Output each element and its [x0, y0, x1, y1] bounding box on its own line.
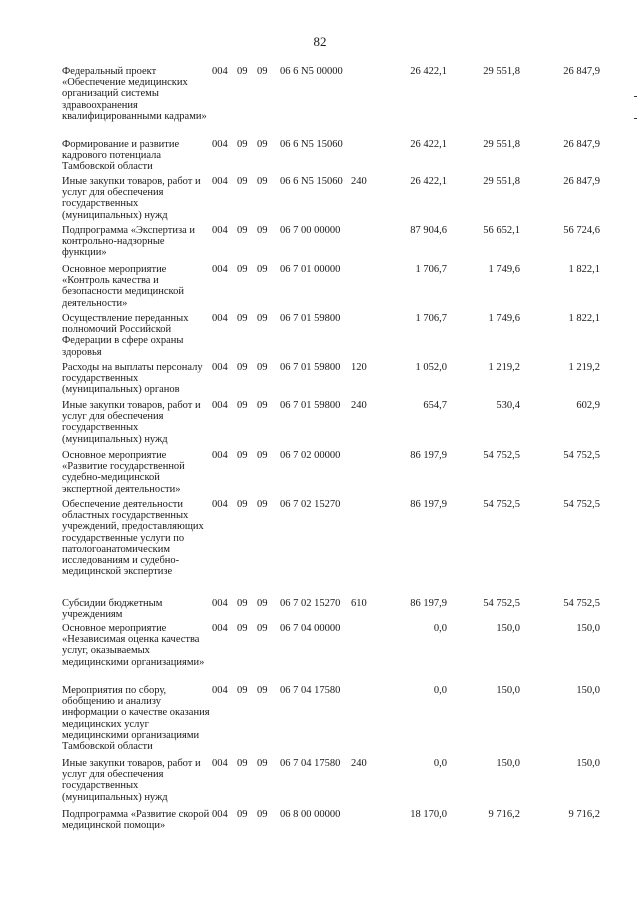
amount-year-2: 9 716,2 — [488, 809, 520, 820]
amount-year-3: 1 822,1 — [568, 313, 600, 324]
target-article: 06 7 02 15270 — [280, 499, 341, 510]
amount-year-2: 530,4 — [496, 400, 520, 411]
subsection-code: 09 — [257, 499, 268, 510]
amount-year-1: 1 706,7 — [415, 313, 447, 324]
amount-year-1: 0,0 — [433, 623, 447, 634]
target-article: 06 6 N5 15060 — [280, 139, 343, 150]
ministry-code: 004 — [212, 264, 228, 275]
amount-year-3: 150,0 — [576, 623, 600, 634]
expense-type: 240 — [351, 400, 367, 411]
target-article: 06 8 00 00000 — [280, 809, 341, 820]
margin-mark — [634, 118, 637, 119]
section-code: 09 — [237, 362, 248, 373]
amount-year-2: 54 752,5 — [483, 598, 520, 609]
expense-type: 610 — [351, 598, 367, 609]
amount-year-3: 54 752,5 — [563, 598, 600, 609]
ministry-code: 004 — [212, 499, 228, 510]
amount-year-1: 86 197,9 — [410, 450, 447, 461]
amount-year-2: 56 652,1 — [483, 225, 520, 236]
row-name: Расходы на выплаты персоналу государственных (муниципальных) органов — [62, 362, 203, 396]
ministry-code: 004 — [212, 139, 228, 150]
amount-year-2: 150,0 — [496, 758, 520, 769]
subsection-code: 09 — [257, 176, 268, 187]
ministry-code: 004 — [212, 225, 228, 236]
amount-year-2: 29 551,8 — [483, 139, 520, 150]
section-code: 09 — [237, 313, 248, 324]
target-article: 06 7 00 00000 — [280, 225, 341, 236]
row-name: Основное мероприятие «Независимая оценка качества услуг, оказываемых медицинскими организациями» — [62, 623, 205, 668]
section-code: 09 — [237, 66, 248, 77]
expense-type: 240 — [351, 176, 367, 187]
target-article: 06 7 04 17580 — [280, 685, 341, 696]
target-article: 06 7 02 00000 — [280, 450, 341, 461]
ministry-code: 004 — [212, 809, 228, 820]
margin-mark — [634, 96, 637, 97]
amount-year-1: 18 170,0 — [410, 809, 447, 820]
subsection-code: 09 — [257, 450, 268, 461]
row-name: Подпрограмма «Экспертиза и контрольно-надзорные функции» — [62, 225, 196, 259]
amount-year-3: 26 847,9 — [563, 139, 600, 150]
amount-year-3: 150,0 — [576, 758, 600, 769]
section-code: 09 — [237, 623, 248, 634]
target-article: 06 7 01 59800 — [280, 362, 341, 373]
amount-year-3: 54 752,5 — [563, 450, 600, 461]
page-number: 82 — [313, 34, 327, 49]
amount-year-1: 1 052,0 — [415, 362, 447, 373]
amount-year-3: 54 752,5 — [563, 499, 600, 510]
subsection-code: 09 — [257, 139, 268, 150]
amount-year-3: 26 847,9 — [563, 66, 600, 77]
row-name: Основное мероприятие «Контроль качества и безопасности медицинской деятельности» — [62, 264, 184, 309]
ministry-code: 004 — [212, 450, 228, 461]
subsection-code: 09 — [257, 623, 268, 634]
amount-year-1: 1 706,7 — [415, 264, 447, 275]
row-name: Обеспечение деятельности областных государственных учреждений, предоставляющих государственные услуги по патологоанатомическим исследованиям и судебно-медицинской экспертизе — [62, 499, 204, 578]
expense-type: 120 — [351, 362, 367, 373]
target-article: 06 6 N5 00000 — [280, 66, 343, 77]
amount-year-3: 26 847,9 — [563, 176, 600, 187]
subsection-code: 09 — [257, 66, 268, 77]
row-name: Формирование и развитие кадрового потенциала Тамбовской области — [62, 139, 180, 173]
section-code: 09 — [237, 685, 248, 696]
amount-year-1: 0,0 — [433, 758, 447, 769]
target-article: 06 6 N5 15060 — [280, 176, 343, 187]
subsection-code: 09 — [257, 685, 268, 696]
amount-year-3: 150,0 — [576, 685, 600, 696]
amount-year-2: 29 551,8 — [483, 66, 520, 77]
amount-year-1: 86 197,9 — [410, 598, 447, 609]
ministry-code: 004 — [212, 66, 228, 77]
row-name: Подпрограмма «Развитие скорой медицинской помощи» — [62, 809, 210, 832]
amount-year-2: 150,0 — [496, 623, 520, 634]
amount-year-1: 0,0 — [433, 685, 447, 696]
amount-year-1: 26 422,1 — [410, 176, 447, 187]
row-name: Субсидии бюджетным учреждениям — [62, 598, 163, 621]
amount-year-3: 9 716,2 — [568, 809, 600, 820]
section-code: 09 — [237, 499, 248, 510]
expense-type: 240 — [351, 758, 367, 769]
subsection-code: 09 — [257, 362, 268, 373]
section-code: 09 — [237, 176, 248, 187]
row-name: Иные закупки товаров, работ и услуг для обеспечения государственных (муниципальных) нужд — [62, 758, 201, 803]
subsection-code: 09 — [257, 313, 268, 324]
ministry-code: 004 — [212, 400, 228, 411]
amount-year-2: 1 749,6 — [488, 264, 520, 275]
ministry-code: 004 — [212, 598, 228, 609]
subsection-code: 09 — [257, 809, 268, 820]
amount-year-1: 654,7 — [423, 400, 447, 411]
amount-year-1: 26 422,1 — [410, 139, 447, 150]
target-article: 06 7 01 00000 — [280, 264, 341, 275]
amount-year-1: 86 197,9 — [410, 499, 447, 510]
amount-year-2: 54 752,5 — [483, 499, 520, 510]
target-article: 06 7 02 15270 — [280, 598, 341, 609]
target-article: 06 7 04 00000 — [280, 623, 341, 634]
row-name: Основное мероприятие «Развитие государственной судебно-медицинской экспертной деятельности» — [62, 450, 185, 495]
amount-year-1: 26 422,1 — [410, 66, 447, 77]
amount-year-3: 56 724,6 — [563, 225, 600, 236]
amount-year-3: 1 822,1 — [568, 264, 600, 275]
amount-year-3: 1 219,2 — [568, 362, 600, 373]
amount-year-3: 602,9 — [576, 400, 600, 411]
section-code: 09 — [237, 264, 248, 275]
subsection-code: 09 — [257, 598, 268, 609]
subsection-code: 09 — [257, 225, 268, 236]
target-article: 06 7 01 59800 — [280, 400, 341, 411]
subsection-code: 09 — [257, 264, 268, 275]
amount-year-1: 87 904,6 — [410, 225, 447, 236]
amount-year-2: 1 219,2 — [488, 362, 520, 373]
ministry-code: 004 — [212, 685, 228, 696]
ministry-code: 004 — [212, 758, 228, 769]
row-name: Иные закупки товаров, работ и услуг для обеспечения государственных (муниципальных) нужд — [62, 176, 201, 221]
section-code: 09 — [237, 809, 248, 820]
ministry-code: 004 — [212, 313, 228, 324]
subsection-code: 09 — [257, 758, 268, 769]
row-name: Мероприятия по сбору, обобщению и анализу информации о качестве оказания медицинских услуг медицинскими организациями Тамбовской области — [62, 685, 210, 753]
section-code: 09 — [237, 758, 248, 769]
amount-year-2: 150,0 — [496, 685, 520, 696]
subsection-code: 09 — [257, 400, 268, 411]
target-article: 06 7 01 59800 — [280, 313, 341, 324]
amount-year-2: 1 749,6 — [488, 313, 520, 324]
target-article: 06 7 04 17580 — [280, 758, 341, 769]
row-name: Федеральный проект «Обеспечение медицинских организаций системы здравоохранения квалифицированными кадрами» — [62, 66, 207, 122]
section-code: 09 — [237, 400, 248, 411]
section-code: 09 — [237, 139, 248, 150]
ministry-code: 004 — [212, 623, 228, 634]
row-name: Иные закупки товаров, работ и услуг для обеспечения государственных (муниципальных) нужд — [62, 400, 201, 445]
section-code: 09 — [237, 598, 248, 609]
amount-year-2: 54 752,5 — [483, 450, 520, 461]
section-code: 09 — [237, 450, 248, 461]
ministry-code: 004 — [212, 176, 228, 187]
amount-year-2: 29 551,8 — [483, 176, 520, 187]
row-name: Осуществление переданных полномочий Российской Федерации в сфере охраны здоровья — [62, 313, 189, 358]
ministry-code: 004 — [212, 362, 228, 373]
section-code: 09 — [237, 225, 248, 236]
